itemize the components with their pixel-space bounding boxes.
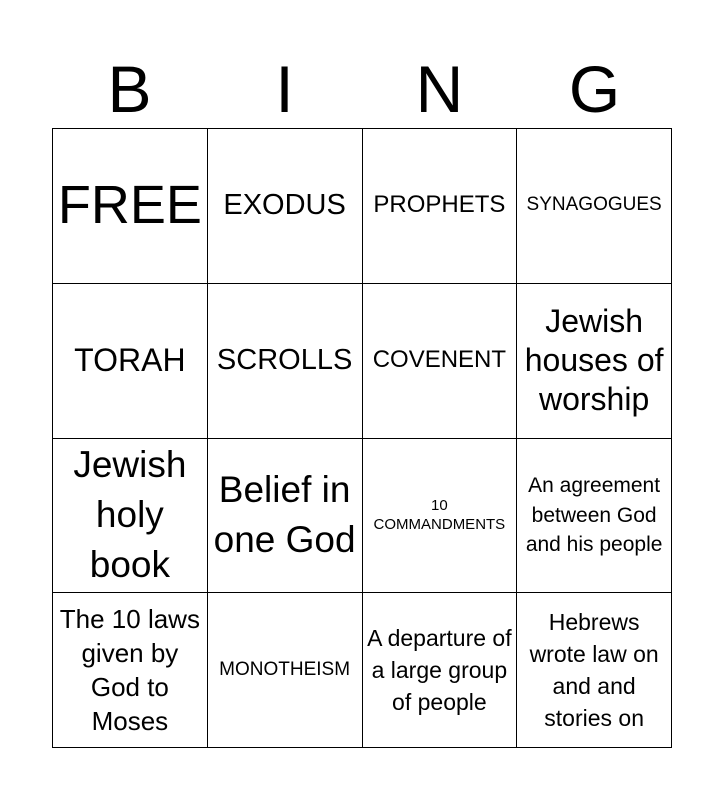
bingo-cell[interactable] (517, 284, 672, 439)
bingo-cell[interactable] (517, 439, 672, 594)
bingo-cell-text: The 10 laws given by God to Moses (59, 603, 200, 737)
bingo-cell-text: 10 COMMANDMENTS (373, 496, 506, 534)
bingo-cell-text: SCROLLS (216, 344, 353, 377)
bingo-cell-text: MONOTHEISM (219, 658, 351, 680)
bingo-cell[interactable] (363, 129, 518, 284)
bingo-cell-text: Jewish holy book (73, 444, 187, 586)
header-letter-n: N (415, 52, 464, 126)
bingo-cell[interactable] (363, 284, 518, 439)
bingo-cell-text: Jewish houses of worship (524, 303, 664, 418)
bingo-cell-text: FREE (57, 175, 202, 236)
bingo-cell-text: PROPHETS (373, 191, 506, 219)
bingo-cell-text: A departure of a large group of people (367, 624, 512, 716)
bingo-cell-text: Belief in one God (213, 469, 356, 561)
bingo-cell[interactable] (363, 593, 518, 748)
bingo-cell-text: EXODUS (223, 189, 346, 222)
bingo-cell[interactable] (208, 129, 363, 284)
bingo-cell[interactable] (363, 439, 518, 594)
bingo-cell-text: An agreement between God and his people (525, 474, 663, 557)
bingo-header (52, 50, 672, 128)
bingo-cell-free[interactable] (53, 129, 208, 284)
bingo-cell[interactable] (208, 439, 363, 594)
bingo-cell-text: TORAH (74, 342, 186, 379)
bingo-cell[interactable] (53, 284, 208, 439)
header-letter-b: B (107, 52, 152, 126)
bingo-cell-text: SYNAGOGUES (526, 194, 662, 216)
bingo-cell[interactable] (517, 129, 672, 284)
bingo-cell-text: COVENENT (372, 346, 507, 374)
bingo-cell[interactable] (517, 593, 672, 748)
header-letter-g: G (568, 52, 621, 126)
bingo-cell[interactable] (208, 593, 363, 748)
bingo-card-grid (52, 128, 672, 748)
bingo-cell[interactable] (53, 439, 208, 594)
header-letter-i: I (275, 52, 294, 126)
bingo-cell[interactable] (208, 284, 363, 439)
bingo-cell-text: Hebrews wrote law on and and stories on (529, 608, 659, 732)
bingo-cell[interactable] (53, 593, 208, 748)
